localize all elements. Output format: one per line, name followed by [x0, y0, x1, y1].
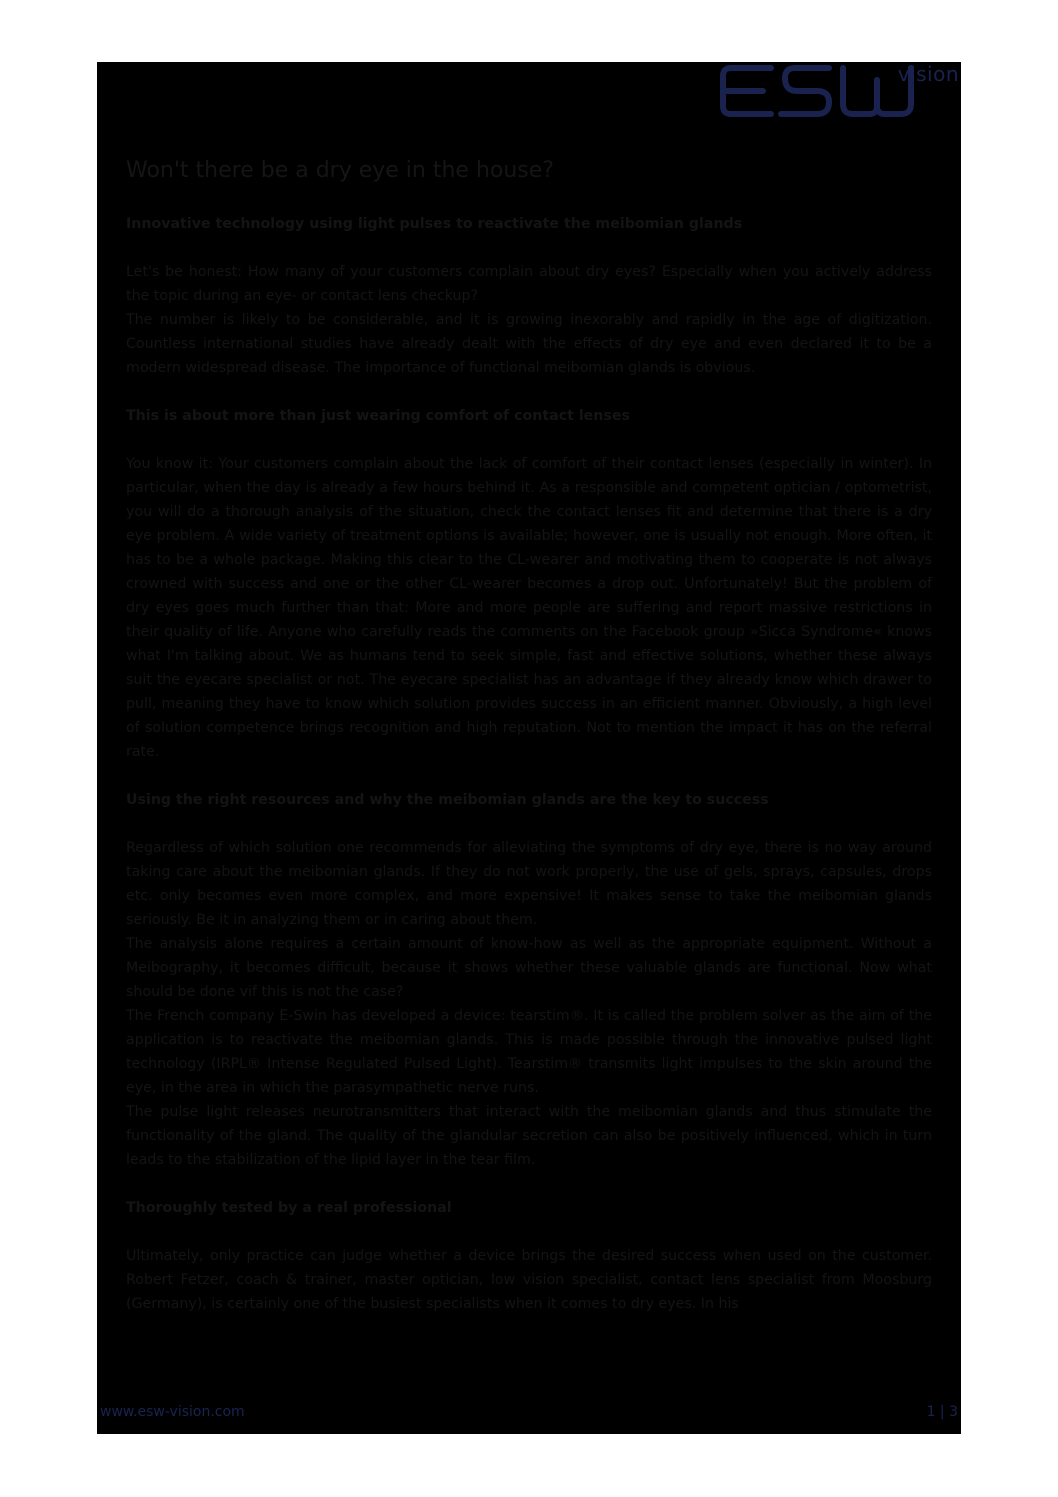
page-number: 1 | 3 — [926, 1404, 958, 1420]
section-body — [126, 260, 932, 380]
section-heading: Thoroughly tested by a real professional — [126, 1200, 452, 1216]
article-title: Won't there be a dry eye in the house? — [126, 158, 554, 183]
section-heading: Innovative technology using light pulses to reactivate the meibomian glands — [126, 216, 743, 232]
paragraph: The number is likely to be considerable, and it is growing inexorably and rapidly in the age of digitization. Countless international studies have already dealt with the effects of dry eye and even declared it to be a modern widespread disease. The importance of functional meibomian glands is obvious. — [126, 312, 932, 376]
article-content — [126, 156, 932, 1340]
document-page — [97, 62, 961, 1434]
section-body — [126, 452, 932, 764]
section-heading: Using the right resources and why the meibomian glands are the key to success — [126, 792, 769, 808]
footer-website-link[interactable]: www.esw-vision.com — [100, 1404, 245, 1420]
paragraph: Regardless of which solution one recommends for alleviating the symptoms of dry eye, there is no way around taking care about the meibomian glands. If they do not work properly, the use of gels, sprays, capsules, drops etc. only becomes even more complex, and more expensive! It makes sense to take the meibomian glands seriously. Be it in analyzing them or in caring about them. — [126, 840, 932, 928]
section-body — [126, 1244, 932, 1316]
paragraph: You know it: Your customers complain about the lack of comfort of their contact lenses (especially in winter). In particular, when the day is already a few hours behind it. As a responsible and competent optician / optometrist, you will do a thorough analysis of the situation, check the contact lenses fit and determine that there is a dry eye problem. A wide variety of treatment options is available; however, one is usually not enough. More often, it has to be a whole package. Making this clear to the CL-wearer and motivating them to cooperate is not always crowned with success and one or the other CL-wearer becomes a drop out. Unfortunately! But the problem of dry eyes goes much further than that: More and more people are suffering and report massive restrictions in their quality of life. Anyone who carefully reads the comments on the Facebook group »Sicca Syndrome« knows what I'm talking about. We as humans tend to seek simple, fast and effective solutions, whether these always suit the eyecare specialist or not. The eyecare specialist has an advantage if they already know which drawer to pull, meaning they have to know which solution provides success in an efficient manner. Obviously, a high level of solution competence brings recognition and high reputation. Not to mention the impact it has on the referral rate. — [126, 456, 932, 760]
section-body — [126, 836, 932, 1172]
paragraph: The pulse light releases neurotransmitters that interact with the meibomian glands and thus stimulate the functionality of the gland. The quality of the glandular secretion can also be positively influenced, which in turn leads to the stabilization of the lipid layer in the tear film. — [126, 1104, 932, 1168]
paragraph: The French company E-Swin has developed a device: tearstim®. It is called the problem solver as the aim of the application is to reactivate the meibomian glands. This is made possible through the innovative pulsed light technology (IRPL® Intense Regulated Pulsed Light). Tearstim® transmits light impulses to the skin around the eye, in the area in which the parasympathetic nerve runs. — [126, 1008, 932, 1096]
paragraph: The analysis alone requires a certain amount of know-how as well as the appropriate equipment. Without a Meibography, it becomes difficult, because it shows whether these valuable glands are functional. Now what should be done vif this is not the case? — [126, 936, 932, 1000]
paragraph: Let's be honest: How many of your customers complain about dry eyes? Especially when you actively address the topic during an eye- or contact lens checkup? — [126, 264, 932, 304]
paragraph: Ultimately, only practice can judge whether a device brings the desired success when used on the customer. Robert Fetzer, coach & trainer, master optician, low vision specialist, contact lens specialist from Moosburg (Germany), is certainly one of the busiest specialists when it comes to dry eyes. In his — [126, 1248, 932, 1312]
logo-suffix: vision — [897, 62, 959, 86]
section-heading: This is about more than just wearing comfort of contact lenses — [126, 408, 630, 424]
